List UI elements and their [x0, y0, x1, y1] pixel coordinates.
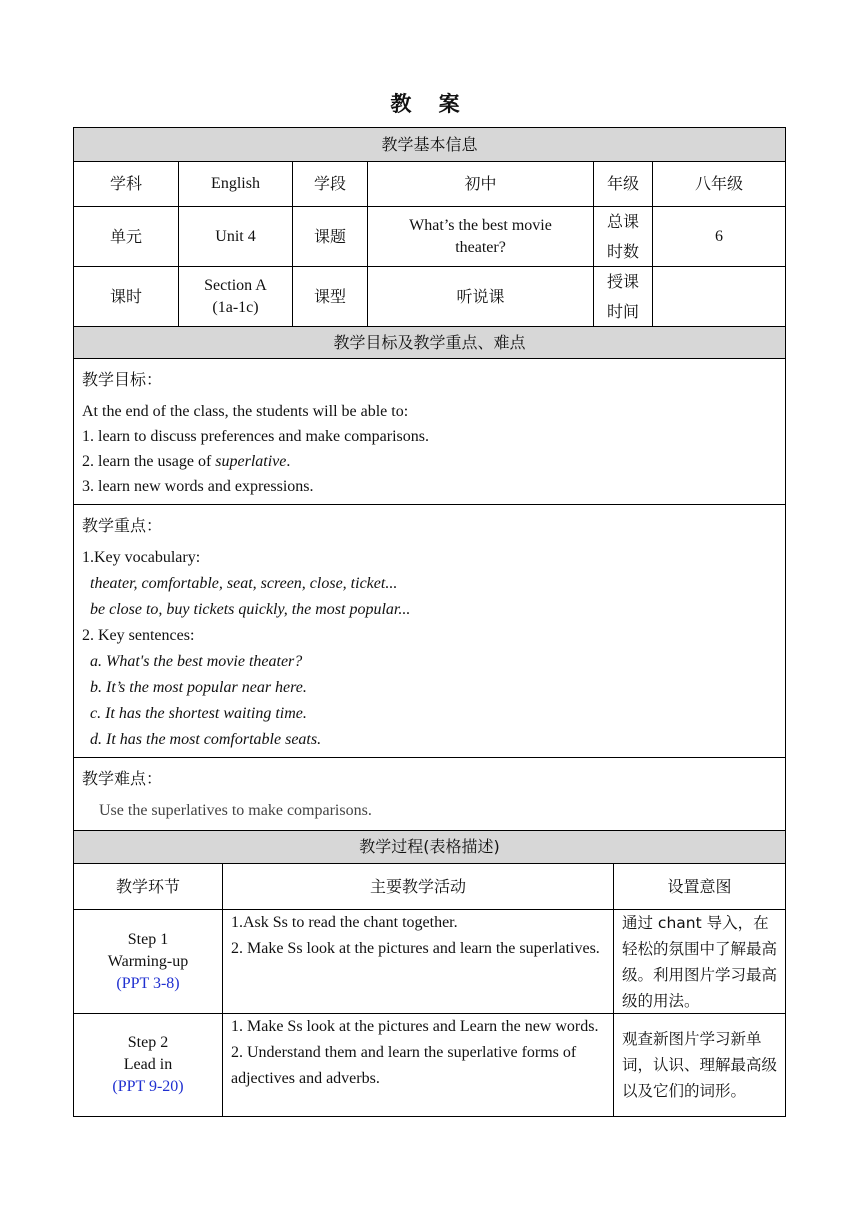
- topic-label: 课题: [292, 207, 367, 266]
- total-hours-label-line2: 时数: [606, 241, 639, 261]
- document-title: 教 案: [390, 92, 470, 116]
- grade-label: 年级: [593, 162, 652, 206]
- key-vocabulary-title: 1.Key vocabulary:: [82, 549, 201, 566]
- step-title: Lead in: [123, 1056, 173, 1073]
- key-sentence: a. What's the best movie theater?: [82, 653, 303, 670]
- key-points-section: [74, 504, 785, 757]
- key-sentence: c. It has the shortest waiting time.: [82, 705, 307, 722]
- teaching-time-value: [652, 267, 785, 326]
- lesson-plan-table: [73, 127, 786, 1117]
- period-value-line1: Section A: [204, 276, 267, 294]
- objectives-intro: At the end of the class, the students will be able to:: [82, 403, 409, 420]
- key-points-block: [74, 505, 785, 757]
- activity-item: 1. Make Ss look at the pictures and Learn the new words.: [231, 1018, 599, 1035]
- column-header-activities: 主要教学活动: [222, 864, 613, 909]
- objective-item: 1. learn to discuss preferences and make comparisons.: [82, 428, 429, 445]
- ppt-reference: (PPT 3-8): [116, 974, 180, 992]
- step-number: Step 2: [127, 1034, 169, 1051]
- type-value: 听说课: [367, 267, 593, 326]
- objectives-section: [74, 358, 785, 504]
- activity-item: 2. Understand them and learn the superlative forms of adjectives and adverbs.: [231, 1044, 577, 1087]
- unit-value: Unit 4: [178, 207, 292, 266]
- column-header-stage: 教学环节: [115, 876, 180, 896]
- step-name-cell: [74, 1014, 222, 1116]
- key-sentence: b. It’s the most popular near here.: [82, 679, 307, 696]
- key-points-label: 教学重点：: [82, 516, 163, 535]
- info-row-unit: [74, 206, 785, 266]
- unit-label: 单元: [109, 226, 142, 246]
- table-row: [74, 909, 785, 1013]
- objective-item: [82, 449, 777, 474]
- step-name-cell: [74, 910, 222, 1013]
- section-heading-row: [74, 128, 785, 161]
- difficulty-text: Use the superlatives to make comparisons.: [99, 802, 372, 819]
- ppt-reference: (PPT 9-20): [112, 1078, 184, 1095]
- process-heading: 教学过程(表格描述): [74, 831, 785, 863]
- section-heading-row: [74, 830, 785, 863]
- activity-item: 1.Ask Ss to read the chant together.: [231, 914, 458, 931]
- difficulty-block: [74, 758, 785, 830]
- period-value-line2: (1a-1c): [212, 298, 259, 316]
- activity-cell: [222, 910, 613, 1013]
- intent-cell: 观查新图片学习新单词，认识、理解最高级以及它们的词形。: [613, 1014, 785, 1116]
- process-header-row: [74, 863, 785, 909]
- objective-item: 3. learn new words and expressions.: [82, 478, 314, 495]
- key-vocabulary-line: be close to, buy tickets quickly, the most popular...: [82, 601, 411, 618]
- teaching-time-label-line2: 时间: [606, 301, 639, 321]
- column-header-intent: 设置意图: [613, 864, 785, 909]
- info-row-period: [74, 266, 785, 326]
- teaching-time-label: [593, 267, 652, 326]
- goals-heading: 教学目标及教学重点、难点: [74, 327, 785, 358]
- teaching-time-label-line1: 授课: [606, 271, 639, 291]
- period-value: [178, 267, 292, 326]
- total-hours-label-line1: 总课: [606, 211, 639, 231]
- difficulty-label: 教学难点：: [82, 769, 163, 788]
- total-hours-value: 6: [652, 207, 785, 266]
- section-heading-row: [74, 326, 785, 358]
- total-hours-label: [593, 207, 652, 266]
- step-title: Warming-up: [107, 952, 189, 970]
- table-row: [74, 1013, 785, 1116]
- objectives-block: [74, 359, 785, 504]
- grade-value: 八年级: [652, 162, 785, 206]
- type-label: 课型: [292, 267, 367, 326]
- topic-value: What’s the best movie theater?: [367, 207, 593, 266]
- key-vocabulary-line: theater, comfortable, seat, screen, close, ticket...: [82, 575, 398, 592]
- objective-item-text: 2. learn the usage of: [82, 453, 216, 470]
- objective-item-italic: superlative: [215, 453, 287, 470]
- info-row-subject: [74, 161, 785, 206]
- subject-label: 学科: [109, 174, 142, 193]
- key-sentences-title: 2. Key sentences:: [82, 627, 195, 644]
- step-number: Step 1: [127, 930, 169, 948]
- key-sentence: d. It has the most comfortable seats.: [82, 731, 322, 748]
- subject-value: English: [178, 162, 292, 206]
- intent-cell: 通过 chant 导入，在轻松的氛围中了解最高级。利用图片学习最高级的用法。: [613, 910, 785, 1013]
- activity-cell: [222, 1014, 613, 1116]
- stage-label: 学段: [292, 162, 367, 206]
- period-label: 课时: [109, 286, 142, 306]
- difficulty-section: [74, 757, 785, 830]
- stage-value: 初中: [367, 162, 593, 206]
- basic-info-heading: 教学基本信息: [74, 128, 785, 161]
- objectives-label: 教学目标：: [82, 370, 163, 389]
- objective-item-suffix: .: [286, 453, 291, 470]
- activity-item: 2. Make Ss look at the pictures and learn the superlatives.: [231, 940, 600, 957]
